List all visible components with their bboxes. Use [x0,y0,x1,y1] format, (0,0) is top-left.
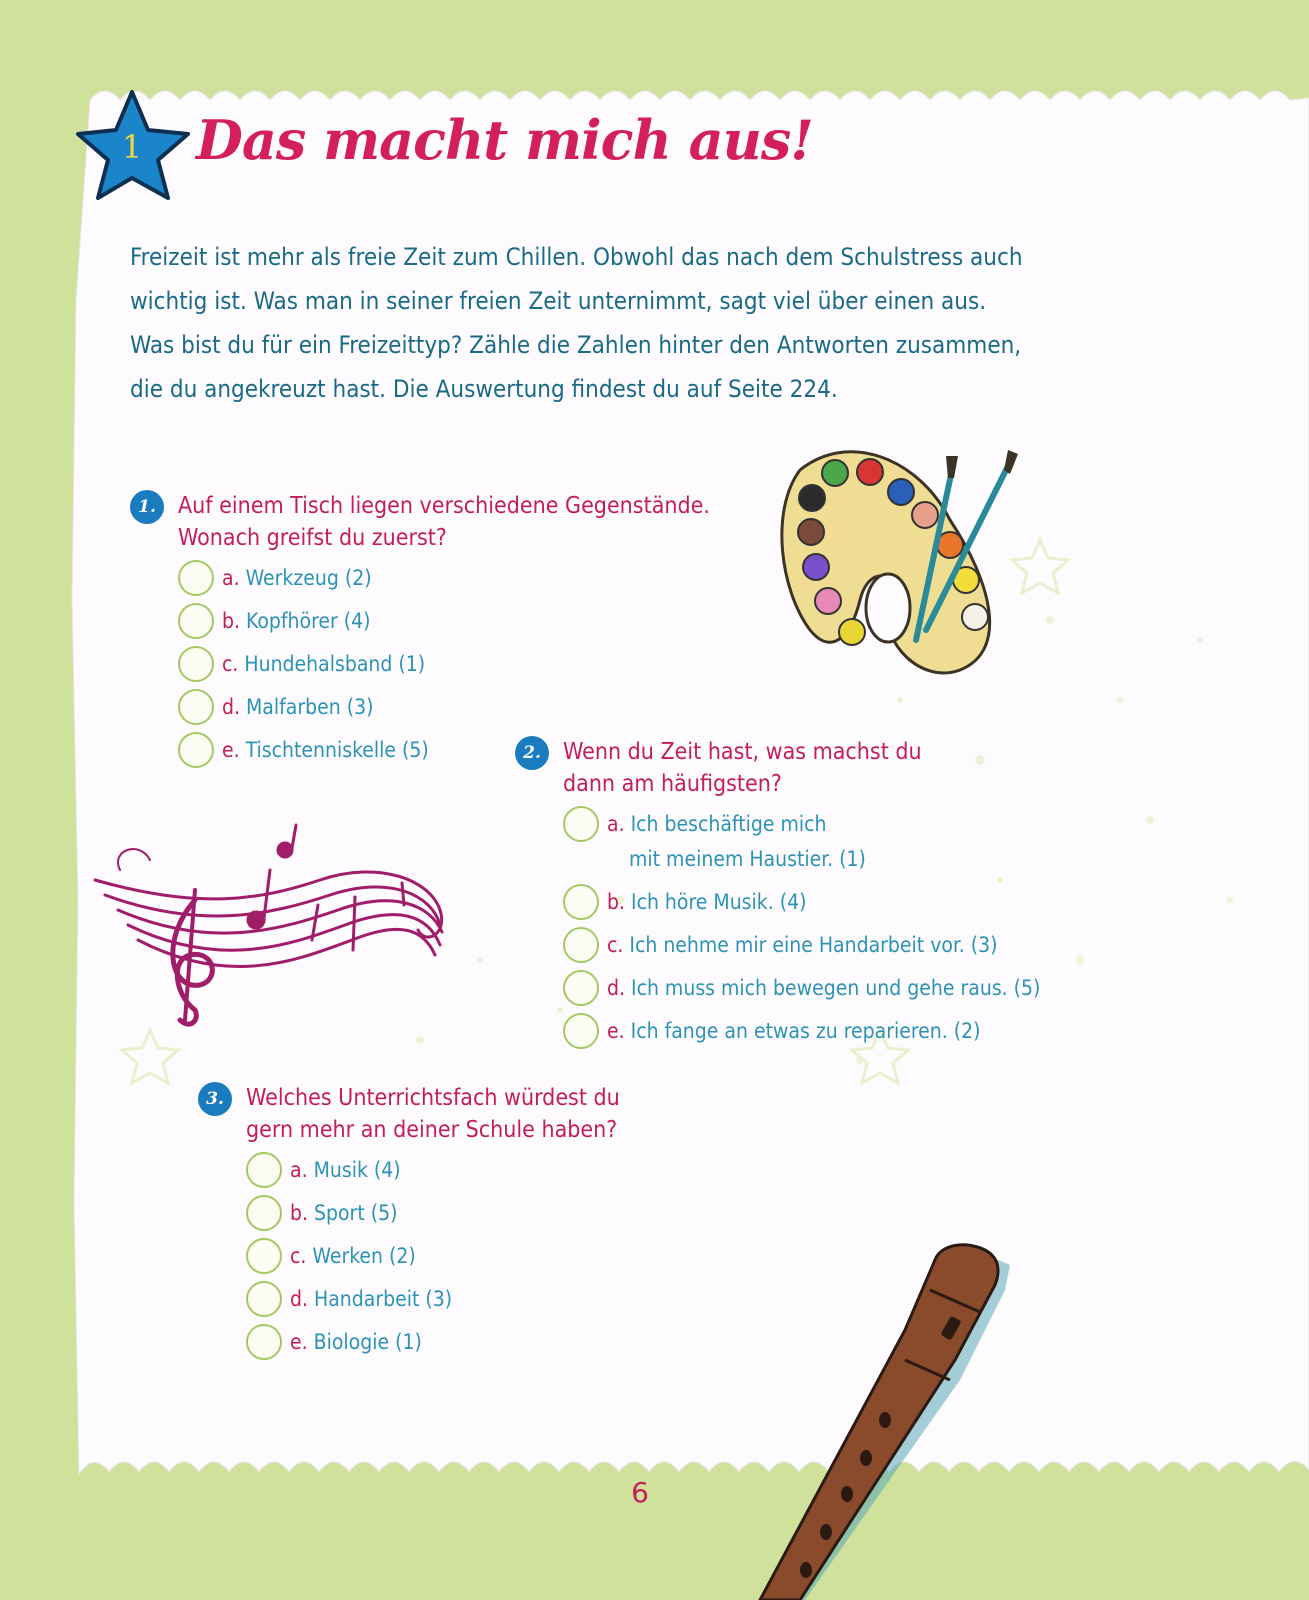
option-text: Sport (5) [314,1201,398,1225]
option-d[interactable] [246,1281,620,1324]
option-text: Werkzeug (2) [245,566,372,590]
option-letter: b. [290,1201,308,1225]
answer-checkbox[interactable] [563,927,599,963]
answer-checkbox[interactable] [563,1013,599,1049]
intro-line: Was bist du für ein Freizeittyp? Zähle die Zahlen hinter den Antworten zusammen, [130,331,1022,359]
answer-checkbox[interactable] [563,806,599,842]
option-d[interactable] [563,970,1040,1013]
options-list [246,1152,620,1367]
option-letter: e. [222,738,240,762]
option-text: Handarbeit (3) [314,1287,453,1311]
option-text: Ich fange an etwas zu reparieren. (2) [630,1019,981,1043]
question-header [198,1082,620,1146]
option-text: Ich muss mich bewegen und gehe raus. (5) [631,976,1041,1000]
question-number-badge: 1. [130,490,164,524]
question-1 [130,490,710,775]
option-letter: c. [222,652,239,676]
option-a[interactable] [246,1152,620,1195]
option-letter: d. [222,695,240,719]
answer-checkbox[interactable] [246,1324,282,1360]
answer-checkbox[interactable] [178,646,214,682]
option-text-continued: mit meinem Haustier. (1) [629,847,866,871]
option-letter: e. [290,1330,308,1354]
question-header [515,736,1040,800]
question-number-badge: 2. [515,736,549,770]
option-b[interactable] [246,1195,620,1238]
option-e[interactable] [563,1013,1040,1056]
answer-checkbox[interactable] [178,689,214,725]
option-letter: a. [222,566,240,590]
option-c[interactable] [246,1238,620,1281]
option-letter: b. [222,609,240,633]
option-letter: c. [607,933,624,957]
option-c[interactable] [178,646,710,689]
option-letter: a. [290,1158,308,1182]
question-header [130,490,710,554]
option-text: Werken (2) [312,1244,416,1268]
intro-line: wichtig ist. Was man in seiner freien Zeit unternimmt, sagt viel über einen aus. [130,287,987,315]
answer-checkbox[interactable] [178,560,214,596]
header-badge-number: 1 [121,128,143,166]
page-title: Das macht mich aus! [196,108,813,172]
page-number: 6 [631,1476,649,1509]
answer-checkbox[interactable] [178,603,214,639]
option-e[interactable] [246,1324,620,1367]
question-3 [198,1082,620,1367]
answer-checkbox[interactable] [178,732,214,768]
option-text: Biologie (1) [313,1330,422,1354]
intro-line: die du angekreuzt hast. Die Auswertung findest du auf Seite 224. [130,375,838,403]
option-text: Ich nehme mir eine Handarbeit vor. (3) [629,933,998,957]
option-c[interactable] [563,927,1040,970]
intro-paragraph [130,235,1130,411]
options-list [563,806,1040,1056]
option-text: Malfarben (3) [246,695,374,719]
option-b[interactable] [178,603,710,646]
option-text: Tischtenniskelle (5) [245,738,429,762]
option-text: Kopfhörer (4) [246,609,371,633]
question-text: Wonach greifst du zuerst? [178,525,447,551]
answer-checkbox[interactable] [246,1281,282,1317]
question-text: Wenn du Zeit hast, was machst du [563,739,922,765]
intro-line: Freizeit ist mehr als freie Zeit zum Chillen. Obwohl das nach dem Schulstress auch [130,243,1023,271]
answer-checkbox[interactable] [246,1195,282,1231]
option-letter: d. [290,1287,308,1311]
option-letter: e. [607,1019,625,1043]
question-2 [515,736,1040,1056]
question-text: Auf einem Tisch liegen verschiedene Gegenstände. [178,493,710,519]
answer-checkbox[interactable] [246,1238,282,1274]
option-letter: c. [290,1244,307,1268]
option-letter: a. [607,812,625,836]
option-a[interactable] [563,806,1040,884]
answer-checkbox[interactable] [246,1152,282,1188]
option-letter: d. [607,976,625,1000]
answer-checkbox[interactable] [563,884,599,920]
option-text: Musik (4) [313,1158,401,1182]
question-text: Welches Unterrichtsfach würdest du [246,1085,620,1111]
option-b[interactable] [563,884,1040,927]
option-letter: b. [607,890,625,914]
question-text: gern mehr an deiner Schule haben? [246,1117,618,1143]
option-text: Ich beschäftige mich [630,812,827,836]
option-a[interactable] [178,560,710,603]
option-text: Ich höre Musik. (4) [631,890,807,914]
option-text: Hundehalsband (1) [244,652,426,676]
question-number-badge: 3. [198,1082,232,1116]
question-text: dann am häufigsten? [563,771,782,797]
answer-checkbox[interactable] [563,970,599,1006]
option-d[interactable] [178,689,710,732]
